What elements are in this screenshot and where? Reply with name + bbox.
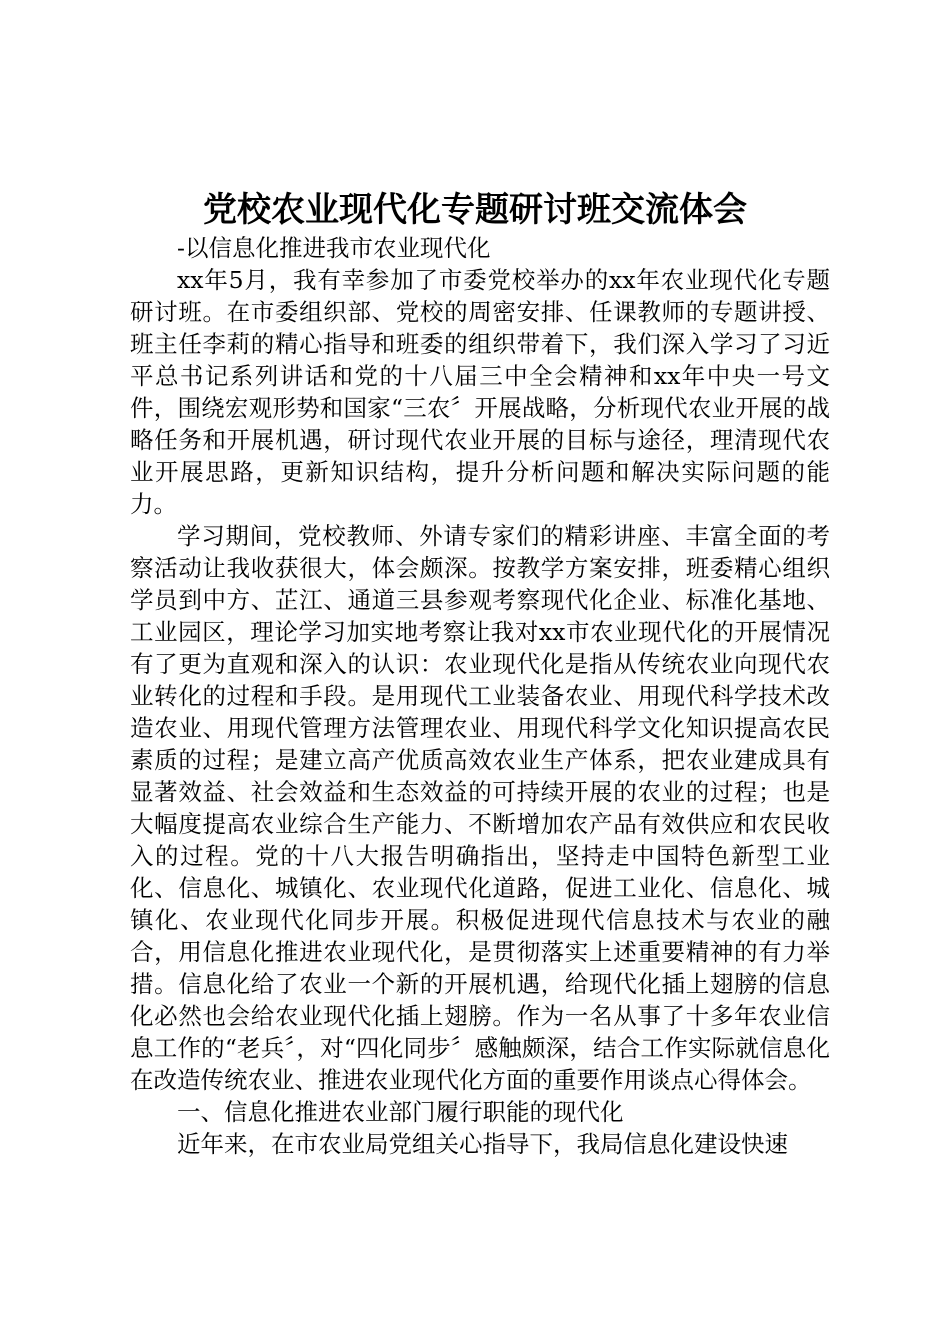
intro-paragraph: xx年5月，我有幸参加了市委党校举办的xx年农业现代化专题研讨班。在市委组织部、党校的周密安排、任课教师的专题讲授、班主任李莉的精心指导和班委的组织带着下，我们深入学习了习近平总书记系列讲话和党的十八届三中全会精神和xx年中央一号文件，围绕宏观形势和国家“三农〞开展战略，分析现代农业开展的战略任务和开展机遇，研讨现代农业开展的目标与途径，理清现代农业开展思路，更新知识结构，提升分析问题和解决实际问题的能力。	[130, 266, 830, 518]
subtitle-paragraph: -以信息化推进我市农业现代化	[177, 234, 491, 262]
section-heading: 一、信息化推进农业部门履行职能的现代化	[177, 1098, 624, 1126]
document-title: 党校农业现代化专题研讨班交流体会	[203, 190, 747, 230]
document-body	[130, 232, 830, 1160]
section-paragraph: 近年来，在市农业局党组关心指导下，我局信息化建设快速	[177, 1130, 788, 1158]
study-paragraph: 学习期间，党校教师、外请专家们的精彩讲座、丰富全面的考察活动让我收获很大，体会颇深。按教学方案安排，班委精心组织学员到中方、芷江、通道三县参观考察现代化企业、标准化基地、工业园区，理论学习加实地考察让我对xx市农业现代化的开展情况有了更为直观和深入的认识：农业现代化是指从传统农业向现代农业转化的过程和手段。是用现代工业装备农业、用现代科学技术改造农业、用现代管理方法管理农业、用现代科学文化知识提高农民素质的过程；是建立高产优质高效农业生产体系，把农业建成具有显著效益、社会效益和生态效益的可持续开展的农业的过程；也是大幅度提高农业综合生产能力、不断增加农产品有效供应和农民收入的过程。党的十八大报告明确指出，坚持走中国特色新型工业化、信息化、城镇化、农业现代化道路，促进工业化、信息化、城镇化、农业现代化同步开展。积极促进现代信息技术与农业的融合，用信息化推进农业现代化，是贯彻落实上述重要精神的有力举措。信息化给了农业一个新的开展机遇，给现代化插上翅膀的信息化必然也会给农业现代化插上翅膀。作为一名从事了十多年农业信息工作的“老兵〞，对“四化同步〞感触颇深，结合工作实际就信息化在改造传统农业、推进农业现代化方面的重要作用谈点心得体会。	[130, 522, 830, 1094]
